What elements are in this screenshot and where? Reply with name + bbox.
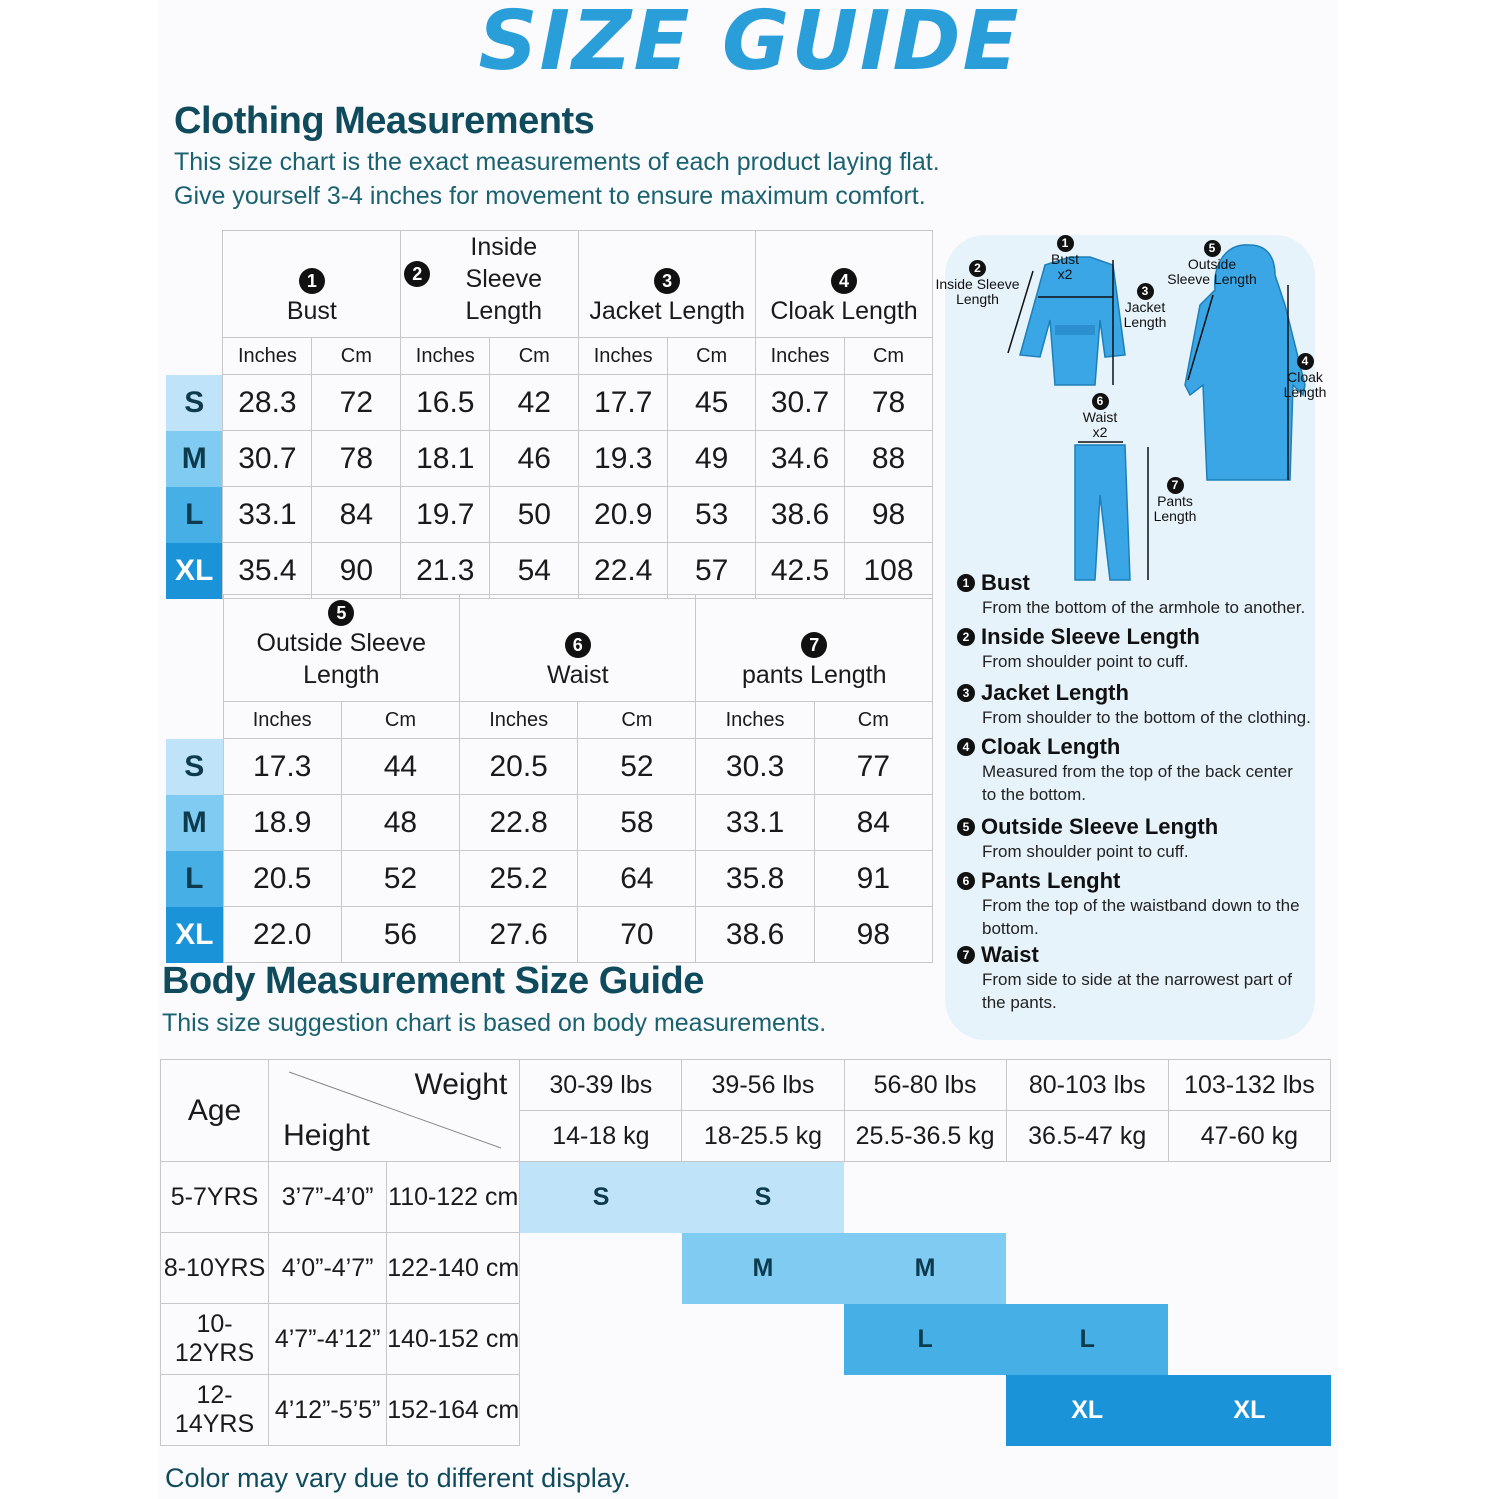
legend-desc: Measured from the top of the back center to the bottom. <box>982 762 1293 804</box>
clothing-table-2 <box>166 594 933 963</box>
col-header-waist <box>460 595 696 702</box>
col-header-bust <box>223 231 401 338</box>
legend-item-1 <box>957 570 1322 619</box>
measure-cell: 108 <box>845 543 933 599</box>
corner-blank <box>166 231 223 338</box>
unit-cm: Cm <box>845 338 933 375</box>
measure-cell: 19.7 <box>401 487 490 543</box>
legend-title: Pants Lenght <box>981 868 1121 893</box>
clothing-note-1: This size chart is the exact measurements of each product laying flat. <box>174 148 940 176</box>
diagram-label-pants <box>1150 477 1200 524</box>
col-label: Outside Sleeve Length <box>256 629 427 689</box>
clothing-heading: Clothing Measurements <box>174 100 595 142</box>
unit-inches: Inches <box>579 338 668 375</box>
clothing-note-2: Give yourself 3-4 inches for movement to ensure maximum comfort. <box>174 182 926 210</box>
legend-item-2 <box>957 624 1322 673</box>
size-cell: M <box>844 1233 1006 1304</box>
measure-cell: 34.6 <box>756 431 845 487</box>
height-label: Height <box>283 1119 370 1152</box>
measure-cell: 78 <box>312 431 401 487</box>
measure-cell: 46 <box>490 431 579 487</box>
table-row <box>161 1233 1331 1304</box>
measure-cell: 90 <box>312 543 401 599</box>
measure-cell: 25.2 <box>460 851 578 907</box>
measure-cell: 88 <box>845 431 933 487</box>
diagram-label-jacket <box>1120 283 1170 330</box>
measure-cell: 77 <box>814 739 932 795</box>
number-2-icon: 2 <box>969 260 986 277</box>
size-label: S <box>166 739 223 795</box>
size-label: XL <box>166 543 223 599</box>
measure-cell: 54 <box>490 543 579 599</box>
measure-cell: 22.0 <box>223 907 341 963</box>
size-cell: XL <box>1006 1375 1168 1446</box>
measure-cell: 53 <box>668 487 756 543</box>
number-4-icon: 4 <box>957 738 975 756</box>
diagram-text: Bust x2 <box>1050 251 1079 282</box>
age-header: Age <box>161 1060 269 1162</box>
measure-cell: 27.6 <box>460 907 578 963</box>
measure-cell: 42 <box>490 375 579 431</box>
unit-inches: Inches <box>460 702 578 739</box>
weight-height-header <box>269 1060 520 1162</box>
unit-cm: Cm <box>312 338 401 375</box>
measure-cell: 78 <box>845 375 933 431</box>
empty-cell <box>520 1375 682 1446</box>
measure-cell: 57 <box>668 543 756 599</box>
size-label: L <box>166 487 223 543</box>
col-header-cloak <box>756 231 933 338</box>
measure-cell: 70 <box>578 907 696 963</box>
measure-cell: 30.7 <box>223 431 312 487</box>
size-cell: XL <box>1168 1375 1330 1446</box>
table-row <box>166 543 933 599</box>
number-1-icon: 1 <box>957 574 975 592</box>
measure-cell: 48 <box>341 795 459 851</box>
size-cell: S <box>682 1162 844 1233</box>
diagram-label-inside-sleeve <box>935 260 1020 307</box>
empty-cell <box>520 1233 682 1304</box>
col-label: Bust <box>286 297 337 325</box>
number-3-icon: 3 <box>957 684 975 702</box>
unit-inches: Inches <box>223 338 312 375</box>
size-cell: M <box>682 1233 844 1304</box>
table-row <box>166 431 933 487</box>
size-label: L <box>166 851 223 907</box>
height-cm-cell: 152-164 cm <box>387 1375 520 1446</box>
diagram-text: Jacket Length <box>1123 299 1167 330</box>
table-row <box>161 1304 1331 1375</box>
measure-cell: 30.7 <box>756 375 845 431</box>
measure-cell: 22.8 <box>460 795 578 851</box>
measure-cell: 42.5 <box>756 543 845 599</box>
legend-item-7 <box>957 942 1322 1014</box>
measure-cell: 16.5 <box>401 375 490 431</box>
measure-cell: 56 <box>341 907 459 963</box>
size-cell: S <box>520 1162 682 1233</box>
legend-desc: From shoulder to the bottom of the clothing. <box>982 708 1311 727</box>
measure-cell: 20.5 <box>460 739 578 795</box>
measure-cell: 35.4 <box>223 543 312 599</box>
height-cm-cell: 140-152 cm <box>387 1304 520 1375</box>
measure-cell: 52 <box>341 851 459 907</box>
diagram-text: Inside Sleeve Length <box>935 276 1020 307</box>
number-2-icon: 2 <box>957 628 975 646</box>
number-6-icon: 6 <box>565 632 591 658</box>
table-row <box>161 1162 1331 1233</box>
height-ft-cell: 4’7”-4’12” <box>269 1304 387 1375</box>
measure-cell: 38.6 <box>756 487 845 543</box>
measure-cell: 22.4 <box>579 543 668 599</box>
legend-desc: From shoulder point to cuff. <box>982 842 1189 861</box>
measure-cell: 84 <box>312 487 401 543</box>
measure-cell: 98 <box>845 487 933 543</box>
unit-cm: Cm <box>341 702 459 739</box>
table-row <box>166 907 933 963</box>
table-row <box>166 739 933 795</box>
height-ft-cell: 4’12”-5’5” <box>269 1375 387 1446</box>
measure-cell: 17.7 <box>579 375 668 431</box>
empty-cell <box>682 1375 844 1446</box>
empty-cell <box>1168 1233 1330 1304</box>
col-label: Inside Sleeve Length <box>465 233 542 325</box>
size-cell: L <box>1006 1304 1168 1375</box>
age-cell: 12-14YRS <box>161 1375 269 1446</box>
weight-kg-2: 18-25.5 kg <box>682 1111 844 1162</box>
measure-cell: 18.9 <box>223 795 341 851</box>
weight-lbs-1: 30-39 lbs <box>520 1060 682 1111</box>
number-5-icon: 5 <box>1204 240 1221 257</box>
unit-inches: Inches <box>696 702 814 739</box>
diagram-label-outside-sleeve <box>1167 240 1257 287</box>
weight-kg-3: 25.5-36.5 kg <box>844 1111 1006 1162</box>
diagram-text: Waist x2 <box>1082 409 1118 440</box>
number-2-icon: 2 <box>404 261 430 287</box>
measure-cell: 28.3 <box>223 375 312 431</box>
col-label: Jacket Length <box>589 297 745 325</box>
pants-icon <box>1075 445 1130 580</box>
empty-cell <box>1006 1233 1168 1304</box>
empty-cell <box>1168 1304 1330 1375</box>
table-row <box>166 487 933 543</box>
unit-cm: Cm <box>490 338 579 375</box>
body-heading: Body Measurement Size Guide <box>162 960 704 1002</box>
col-label: pants Length <box>741 661 887 689</box>
weight-kg-1: 14-18 kg <box>520 1111 682 1162</box>
table-row <box>166 851 933 907</box>
col-header-inside-sleeve <box>401 231 579 338</box>
number-5-icon: 5 <box>957 818 975 836</box>
corner-blank <box>166 595 223 702</box>
legend-desc: From the bottom of the armhole to another. <box>982 598 1306 617</box>
height-cm-cell: 122-140 cm <box>387 1233 520 1304</box>
legend-item-6 <box>957 868 1322 940</box>
measure-cell: 33.1 <box>223 487 312 543</box>
size-label: M <box>166 431 223 487</box>
measure-cell: 52 <box>578 739 696 795</box>
measure-cell: 18.1 <box>401 431 490 487</box>
number-3-icon: 3 <box>1137 283 1154 300</box>
col-label: Waist <box>546 661 609 689</box>
footnote: Color may vary due to different display. <box>165 1463 631 1493</box>
number-4-icon: 4 <box>1297 353 1314 370</box>
measure-cell: 45 <box>668 375 756 431</box>
measure-cell: 21.3 <box>401 543 490 599</box>
measure-cell: 38.6 <box>696 907 814 963</box>
measure-cell: 84 <box>814 795 932 851</box>
number-6-icon: 6 <box>957 872 975 890</box>
legend-title: Cloak Length <box>981 734 1121 759</box>
unit-inches: Inches <box>401 338 490 375</box>
measure-cell: 50 <box>490 487 579 543</box>
measure-cell: 91 <box>814 851 932 907</box>
number-6-icon: 6 <box>1092 393 1109 410</box>
number-1-icon: 1 <box>1057 235 1074 252</box>
weight-lbs-5: 103-132 lbs <box>1168 1060 1330 1111</box>
corner-blank <box>166 702 223 739</box>
number-3-icon: 3 <box>654 268 680 294</box>
diagram-text: Cloak Length <box>1283 369 1327 400</box>
diagram-text: Outside Sleeve Length <box>1167 256 1257 287</box>
number-1-icon: 1 <box>299 268 325 294</box>
measure-cell: 17.3 <box>223 739 341 795</box>
legend-title: Inside Sleeve Length <box>981 624 1200 649</box>
height-ft-cell: 3’7”-4’0” <box>269 1162 387 1233</box>
diagram-label-bust <box>1050 235 1080 282</box>
legend-title: Bust <box>981 570 1030 595</box>
measure-cell: 20.5 <box>223 851 341 907</box>
size-label: M <box>166 795 223 851</box>
unit-inches: Inches <box>223 702 341 739</box>
measure-cell: 72 <box>312 375 401 431</box>
table-row <box>166 375 933 431</box>
empty-cell <box>520 1304 682 1375</box>
col-label: Cloak Length <box>770 297 918 325</box>
number-7-icon: 7 <box>801 632 827 658</box>
legend-desc: From side to side at the narrowest part of the pants. <box>982 970 1292 1012</box>
measure-cell: 19.3 <box>579 431 668 487</box>
diagram-label-waist <box>1080 393 1120 440</box>
empty-cell <box>1168 1162 1330 1233</box>
number-4-icon: 4 <box>831 268 857 294</box>
measure-cell: 20.9 <box>579 487 668 543</box>
empty-cell <box>844 1162 1006 1233</box>
col-header-outside-sleeve <box>223 595 459 702</box>
measure-cell: 33.1 <box>696 795 814 851</box>
measure-cell: 98 <box>814 907 932 963</box>
corner-blank <box>166 338 223 375</box>
clothing-table-1 <box>166 230 933 599</box>
table-row <box>161 1375 1331 1446</box>
weight-label: Weight <box>414 1068 508 1101</box>
legend-title: Waist <box>981 942 1039 967</box>
number-7-icon: 7 <box>957 946 975 964</box>
age-cell: 8-10YRS <box>161 1233 269 1304</box>
size-label: S <box>166 375 223 431</box>
number-7-icon: 7 <box>1167 477 1184 494</box>
page-title: SIZE GUIDE <box>478 0 1021 89</box>
diagram-text: Pants Length <box>1153 493 1197 524</box>
number-5-icon: 5 <box>328 600 354 626</box>
legend-desc: From the top of the waistband down to the bottom. <box>982 896 1300 938</box>
legend-item-5 <box>957 814 1322 863</box>
measure-cell: 64 <box>578 851 696 907</box>
weight-lbs-2: 39-56 lbs <box>682 1060 844 1111</box>
measure-cell: 58 <box>578 795 696 851</box>
unit-cm: Cm <box>668 338 756 375</box>
empty-cell <box>844 1375 1006 1446</box>
weight-kg-4: 36.5-47 kg <box>1006 1111 1168 1162</box>
unit-cm: Cm <box>814 702 932 739</box>
height-cm-cell: 110-122 cm <box>387 1162 520 1233</box>
weight-lbs-4: 80-103 lbs <box>1006 1060 1168 1111</box>
size-cell: L <box>844 1304 1006 1375</box>
weight-kg-5: 47-60 kg <box>1168 1111 1330 1162</box>
measure-cell: 49 <box>668 431 756 487</box>
unit-inches: Inches <box>756 338 845 375</box>
weight-lbs-3: 56-80 lbs <box>844 1060 1006 1111</box>
table-row <box>166 795 933 851</box>
legend-desc: From shoulder point to cuff. <box>982 652 1189 671</box>
legend-title: Jacket Length <box>981 680 1129 705</box>
legend-item-4 <box>957 734 1322 806</box>
age-cell: 5-7YRS <box>161 1162 269 1233</box>
size-label: XL <box>166 907 223 963</box>
height-ft-cell: 4’0”-4’7” <box>269 1233 387 1304</box>
measure-cell: 35.8 <box>696 851 814 907</box>
col-header-pants <box>696 595 933 702</box>
age-cell: 10-12YRS <box>161 1304 269 1375</box>
empty-cell <box>1006 1162 1168 1233</box>
col-header-jacket <box>579 231 756 338</box>
empty-cell <box>682 1304 844 1375</box>
diagram-label-cloak <box>1280 353 1330 400</box>
measure-cell: 30.3 <box>696 739 814 795</box>
measure-cell: 44 <box>341 739 459 795</box>
body-size-table <box>160 1059 1331 1446</box>
unit-cm: Cm <box>578 702 696 739</box>
body-note: This size suggestion chart is based on body measurements. <box>162 1009 827 1037</box>
legend-title: Outside Sleeve Length <box>981 814 1219 839</box>
legend-item-3 <box>957 680 1322 729</box>
